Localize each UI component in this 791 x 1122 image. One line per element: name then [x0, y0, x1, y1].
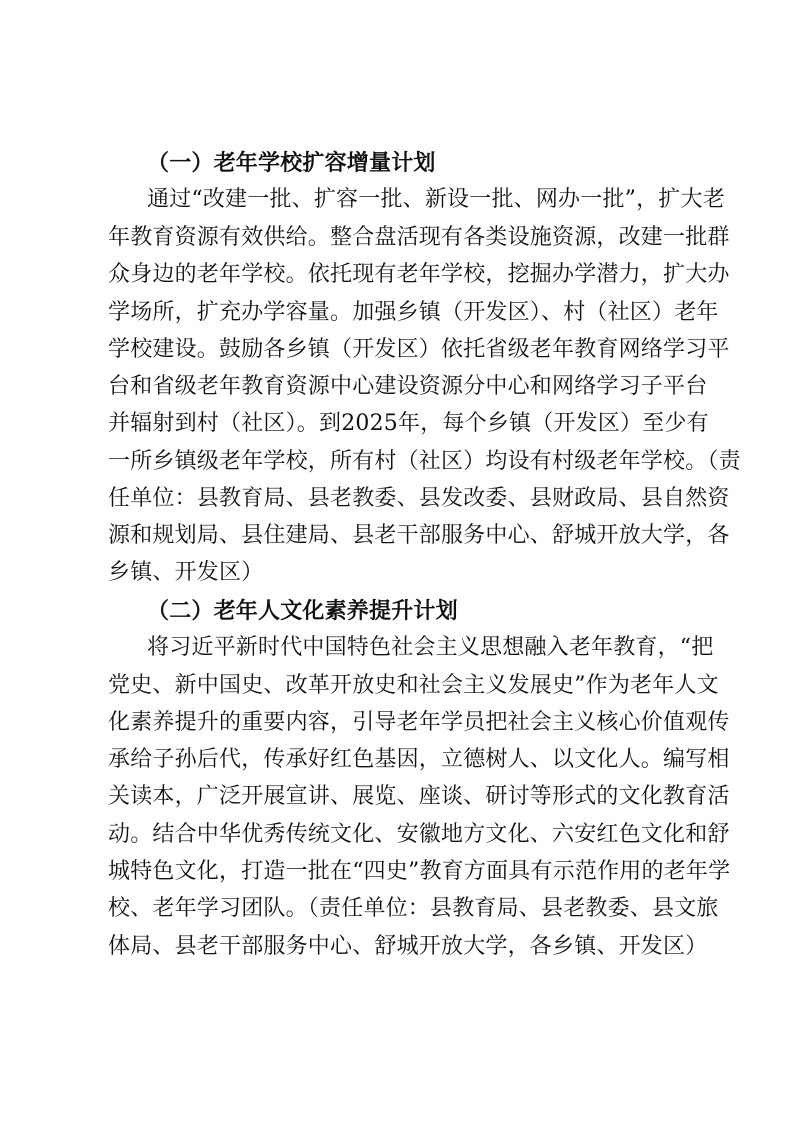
- paragraph-line: 台和省级老年教育资源中心建设资源分中心和网络学习子平台: [108, 374, 708, 399]
- paragraph-line: 关读本，广泛开展宣讲、展览、座谈、研讨等形式的文化教育活: [108, 784, 730, 809]
- section-heading-2: （二）老年人文化素养提升计划: [147, 598, 458, 624]
- paragraph-line: 校、老年学习团队。（责任单位：县教育局、县老教委、县文旅: [108, 896, 719, 921]
- paragraph-line: 通过“改建一批、扩容一批、新设一批、网办一批”，扩大老: [147, 187, 725, 212]
- paragraph-line: 学场所，扩充办学容量。加强乡镇（开发区）、村（社区）老年: [108, 300, 719, 325]
- paragraph-line: 党史、新中国史、改革开放史和社会主义发展史”作为老年人文: [108, 673, 719, 698]
- paragraph-line: 众身边的老年学校。依托现有老年学校，挖掘办学潜力，扩大办: [108, 262, 730, 287]
- paragraph-line: 一所乡镇级老年学校，所有村（社区）均设有村级老年学校。（责: [108, 449, 741, 474]
- paragraph-line: 动。结合中华优秀传统文化、安徽地方文化、六安红色文化和舒: [108, 822, 730, 847]
- paragraph-line: 源和规划局、县住建局、县老干部服务中心、舒城开放大学，各: [108, 523, 730, 548]
- paragraph-line: 将习近平新时代中国特色社会主义思想融入老年教育，“把: [147, 635, 714, 660]
- paragraph-line: 城特色文化，打造一批在“四史”教育方面具有示范作用的老年学: [108, 859, 731, 884]
- paragraph-line: 承给子孙后代，传承好红色基因，立德树人、以文化人。编写相: [108, 747, 730, 772]
- paragraph-line: 体局、县老干部服务中心、舒城开放大学，各乡镇、开发区）: [108, 934, 708, 959]
- paragraph-line: 化素养提升的重要内容，引导老年学员把社会主义核心价值观传: [108, 710, 730, 735]
- section-heading-1: （一）老年学校扩容增量计划: [147, 150, 436, 176]
- paragraph-line: 年教育资源有效供给。整合盘活现有各类设施资源，改建一批群: [108, 225, 730, 250]
- paragraph-line: 并辐射到村（社区）。到2025年，每个乡镇（开发区）至少有: [108, 411, 709, 436]
- paragraph-line: 任单位：县教育局、县老教委、县发改委、县财政局、县自然资: [108, 486, 730, 511]
- paragraph-line: 学校建设。鼓励各乡镇（开发区）依托省级老年教育网络学习平: [108, 337, 730, 362]
- paragraph-line: 乡镇、开发区）: [108, 560, 264, 585]
